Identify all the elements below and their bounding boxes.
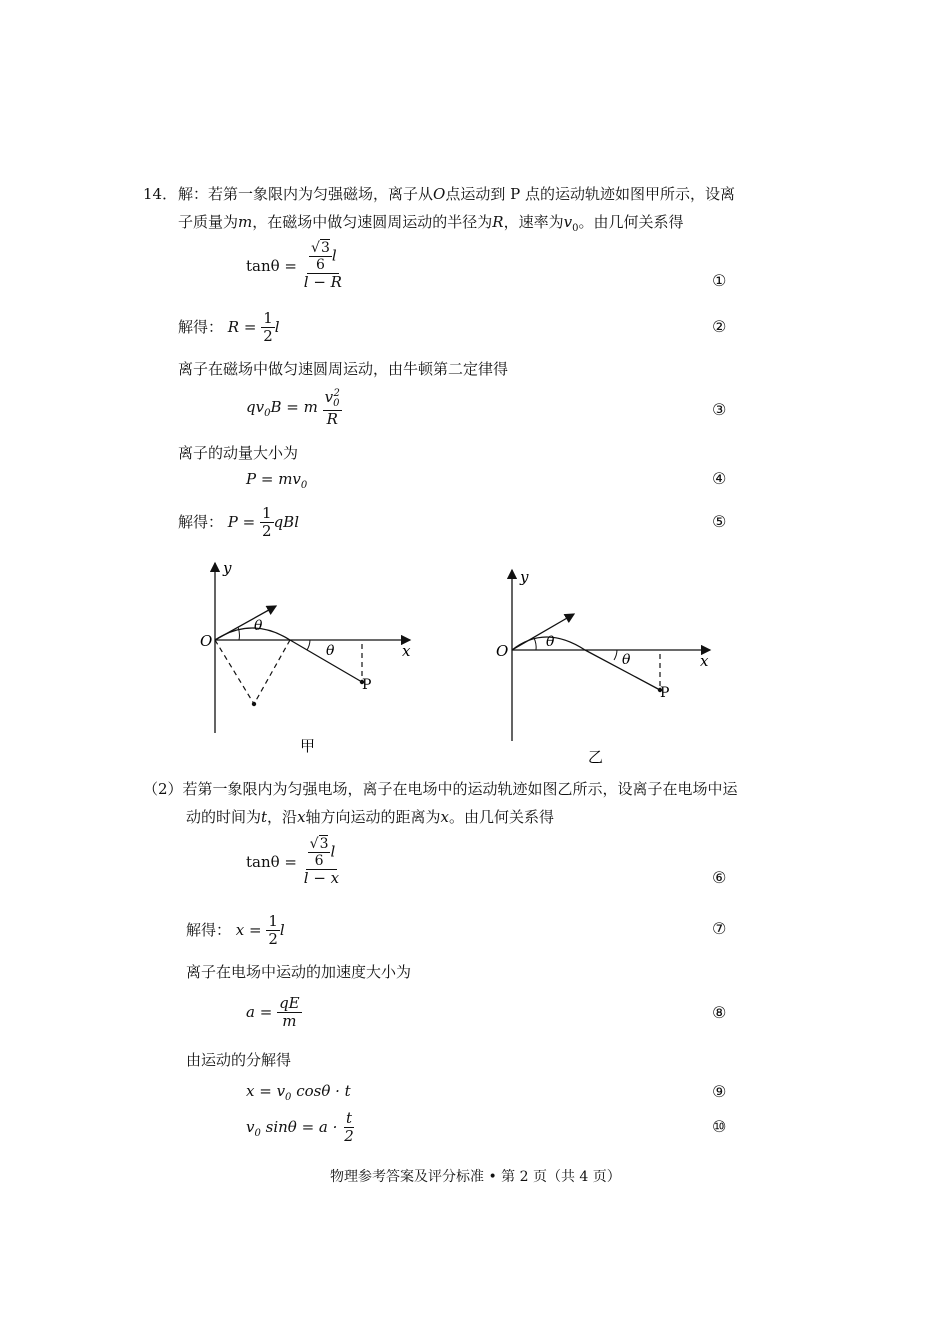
point-p-label: P [660,685,670,701]
equation-9-mark: ⑨ [712,1082,727,1101]
text-momentum: 离子的动量大小为 [178,444,299,462]
equation-6-mark: ⑥ [712,868,727,887]
angle-arc-1 [534,638,536,650]
figure-jia [190,558,430,758]
theta-label-1: θ [546,634,555,650]
velocity-arrow [512,614,574,650]
equation-10: $v_0$ sinθ = a · $\frac{t}{2}$ [246,1109,354,1146]
theta-label-2: θ [622,652,631,668]
part2-intro-line2: 动的时间为t，沿x轴方向运动的距离为x。由几何关系得 [186,808,555,826]
equation-6: tanθ = $\frac{√3}{6}$ l l − x [246,836,340,888]
equation-3: $qv_0B = m$ $\frac{v_0^2}{R}$ [246,388,340,428]
radius-line-1 [215,640,254,704]
equation-8: a = $\frac{qE}{m}$ [246,994,300,1031]
y-label: y [223,559,232,577]
point-p-label: P [362,677,372,693]
equation-10-mark: ⑩ [712,1117,727,1136]
equation-4: $P = mv_0$ [246,470,308,491]
part1-intro-line1: 解：若第一象限内为匀强磁场，离子从O点运动到 P 点的运动轨迹如图甲所示，设离 [178,185,735,203]
text-acceleration: 离子在电场中运动的加速度大小为 [186,963,412,981]
origin-label: O [200,632,213,650]
problem-number: 14． [143,185,178,203]
equation-5: 解得： P = $\frac{1}{2}$ qBl [178,504,299,541]
part2-intro-line1: （2）若第一象限内为匀强电场，离子在电场中的运动轨迹如图乙所示，设离子在电场中运 [143,780,738,798]
equation-9: $x = v_0$ cosθ · t [246,1082,351,1103]
equation-3-mark: ③ [712,400,727,419]
angle-arc-2 [307,640,310,650]
radius-line-2 [254,640,290,704]
x-label: x [700,652,709,670]
caption-yi: 乙 [588,748,604,766]
page-footer: 物理参考答案及评分标准 • 第 2 页（共 4 页） [330,1169,621,1185]
equation-5-mark: ⑤ [712,512,727,531]
text-decomposition: 由运动的分解得 [186,1051,292,1069]
equation-4-mark: ④ [712,469,727,488]
caption-jia: 甲 [300,737,316,755]
equation-2-mark: ② [712,317,727,336]
figure-yi [490,566,720,766]
equation-7-mark: ⑦ [712,919,727,938]
equation-2: 解得： R = $\frac{1}{2}$ l [178,309,280,346]
equation-8-mark: ⑧ [712,1003,727,1022]
text-newton: 离子在磁场中做匀速圆周运动，由牛顿第二定律得 [178,360,509,378]
origin-label: O [496,642,509,660]
equation-1: tanθ = $\frac{√3}{6}$ l l − R [246,240,342,292]
theta-label-1: θ [254,618,263,634]
trajectory-arc [215,628,290,640]
circle-center-dot [252,702,256,706]
x-label: x [402,642,411,660]
equation-1-mark: ① [712,271,727,290]
equation-7: 解得： x = $\frac{1}{2}$ l [186,912,285,949]
y-label: y [520,568,529,586]
angle-arc-2 [614,650,617,660]
theta-label-2: θ [326,643,335,659]
part1-intro-line2: 子质量为m，在磁场中做匀速圆周运动的半径为R，速率为$v_0$。由几何关系得 [178,213,684,234]
